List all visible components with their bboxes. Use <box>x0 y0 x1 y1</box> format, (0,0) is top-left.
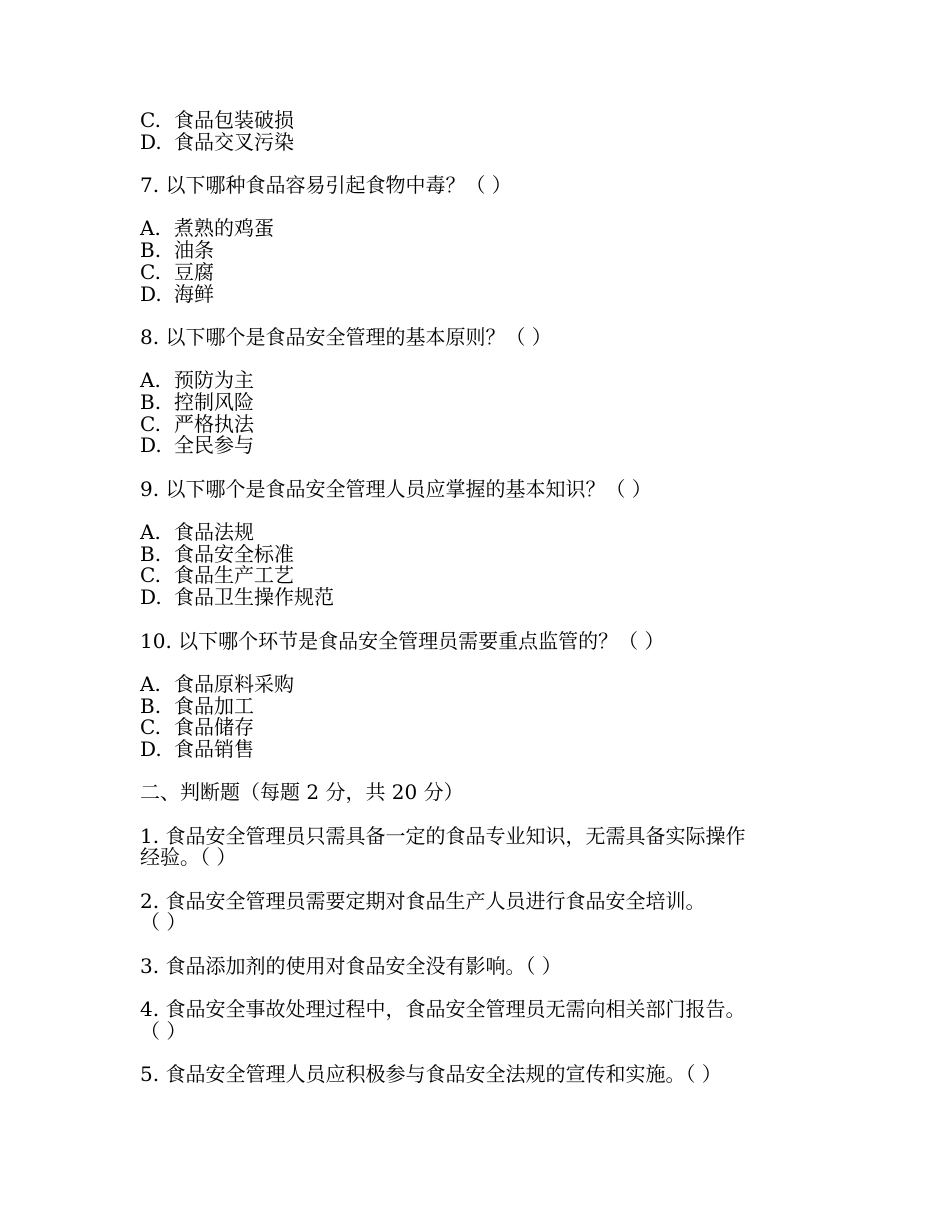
option-text: 食品交叉污染 <box>174 129 294 154</box>
option-line <box>140 129 820 154</box>
option-letter: B. <box>140 389 162 414</box>
question-9 <box>140 476 820 610</box>
option-letter: D. <box>140 433 162 458</box>
option-letter: B. <box>140 693 162 718</box>
option-text: 严格执法 <box>174 411 254 436</box>
option-line <box>140 435 820 457</box>
option-line <box>140 522 820 544</box>
section-heading: 二、判断题（每题 2 分，共 20 分） <box>140 780 464 805</box>
option-text: 食品加工 <box>174 693 254 718</box>
judgement-line: 4. 食品安全事故处理过程中，食品安全管理员无需向相关部门报告。 <box>140 997 746 1022</box>
option-letter: D. <box>140 281 162 306</box>
question-7 <box>140 175 820 305</box>
option-text: 油条 <box>174 238 214 263</box>
option-text: 控制风险 <box>174 389 254 414</box>
option-text: 食品生产工艺 <box>174 563 294 588</box>
option-text: 食品卫生操作规范 <box>174 585 334 610</box>
option-line <box>140 218 820 240</box>
judgement-line: 3. 食品添加剂的使用对食品安全没有影响。（ ） <box>140 953 562 978</box>
option-letter: C. <box>140 108 161 132</box>
option-letter: C. <box>140 259 161 284</box>
judgement-line: 1. 食品安全管理员只需具备一定的食品专业知识，无需具备实际操作 <box>140 823 746 848</box>
judgement-line: 经验。（ ） <box>140 845 237 870</box>
option-letter: A. <box>140 671 161 696</box>
question-stem: 10. 以下哪个环节是食品安全管理员需要重点监管的？（ ） <box>140 628 665 653</box>
option-text: 煮熟的鸡蛋 <box>174 216 274 241</box>
option-line <box>140 411 820 436</box>
option-text: 食品销售 <box>174 736 254 761</box>
option-line <box>140 389 820 414</box>
option-text: 食品原料采购 <box>174 671 294 696</box>
judgement-item-5 <box>140 1064 820 1086</box>
judgement-item-4 <box>140 999 820 1042</box>
option-text: 食品储存 <box>174 715 254 740</box>
option-letter: C. <box>140 411 161 436</box>
option-text: 全民参与 <box>174 433 254 458</box>
option-text: 海鲜 <box>174 281 214 306</box>
option-letter: D. <box>140 129 162 154</box>
question-stem: 7. 以下哪种食品容易引起食物中毒？（ ） <box>140 173 512 198</box>
option-line <box>140 110 820 132</box>
prev-question-options <box>140 110 820 153</box>
judgement-item-2 <box>140 888 820 935</box>
option-line <box>140 240 820 262</box>
option-text: 食品包装破损 <box>174 108 294 132</box>
question-10 <box>140 628 820 761</box>
option-line <box>140 717 820 739</box>
option-letter: A. <box>140 216 161 241</box>
option-line <box>140 693 820 718</box>
option-line <box>140 259 820 284</box>
option-letter: B. <box>140 541 162 566</box>
judgement-item-3 <box>140 953 820 978</box>
option-line <box>140 565 820 587</box>
judgement-line: （ ） <box>140 1018 187 1043</box>
option-line <box>140 587 820 609</box>
judgement-line: 2. 食品安全管理员需要定期对食品生产人员进行食品安全培训。 <box>140 888 706 913</box>
option-line <box>140 541 820 566</box>
judgement-line: 5. 食品安全管理人员应积极参与食品安全法规的宣传和实施。（ ） <box>140 1062 722 1087</box>
option-text: 预防为主 <box>174 368 254 393</box>
option-letter: D. <box>140 736 162 761</box>
option-letter: D. <box>140 585 162 610</box>
document-page <box>140 110 820 1086</box>
judgement-line: （ ） <box>140 910 187 935</box>
option-text: 食品安全标准 <box>174 541 294 566</box>
question-stem: 8. 以下哪个是食品安全管理的基本原则？（ ） <box>140 324 552 349</box>
question-8 <box>140 324 820 458</box>
option-letter: B. <box>140 238 162 263</box>
question-stem: 9. 以下哪个是食品安全管理人员应掌握的基本知识？（ ） <box>140 476 652 501</box>
option-letter: C. <box>140 715 161 740</box>
option-line <box>140 671 820 696</box>
option-line <box>140 281 820 306</box>
option-letter: C. <box>140 563 161 588</box>
option-letter: A. <box>140 520 161 545</box>
option-line <box>140 736 820 761</box>
option-text: 食品法规 <box>174 520 254 545</box>
judgement-item-1 <box>140 823 820 870</box>
option-line <box>140 370 820 392</box>
option-letter: A. <box>140 368 161 393</box>
option-text: 豆腐 <box>174 259 214 284</box>
